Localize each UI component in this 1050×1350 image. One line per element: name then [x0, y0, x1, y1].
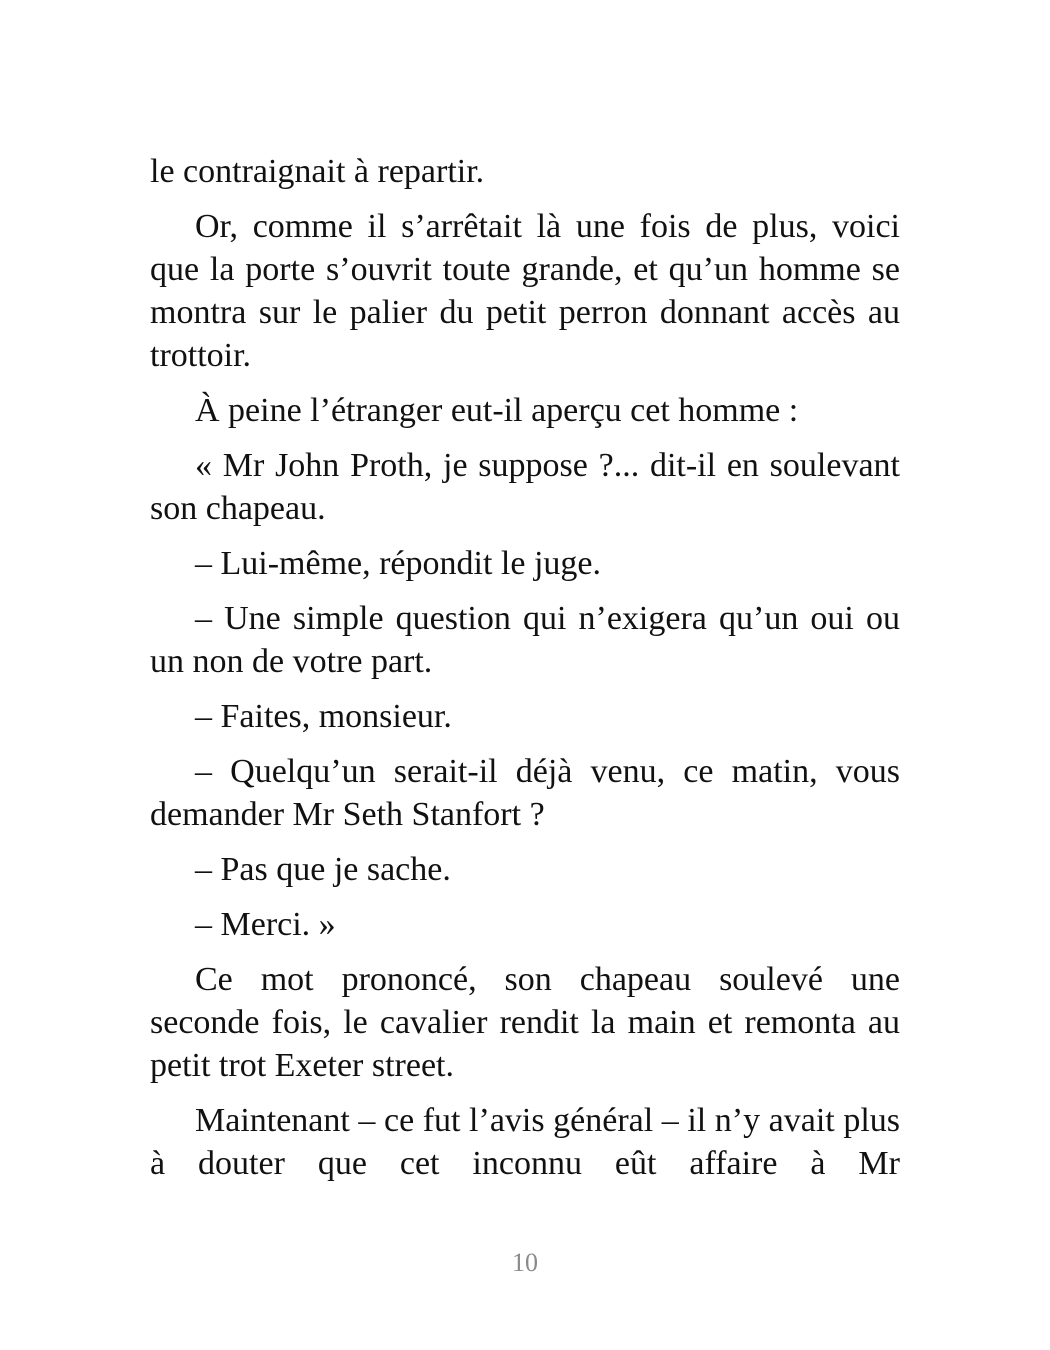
- dialogue-line: – Une simple question qui n’exigera qu’un oui ou un non de votre part.: [150, 600, 900, 680]
- dialogue-line: – Quelqu’un serait-il déjà venu, ce matin, vous demander Mr Seth Stanfort ?: [150, 753, 900, 833]
- dialogue-line: – Merci. »: [195, 906, 336, 943]
- dialogue-line: – Pas que je sache.: [195, 851, 451, 888]
- paragraph-continues-next-page: Maintenant – ce fut l’avis général – il n’y avait plus à douter que cet inconnu eût affaire à Mr: [150, 1102, 900, 1182]
- dialogue-line: – Lui-même, répondit le juge.: [195, 545, 601, 582]
- page-number: 10: [512, 1248, 538, 1277]
- paragraph-continuation: le contraignait à repartir.: [150, 153, 485, 190]
- dialogue-line: – Faites, monsieur.: [195, 698, 452, 735]
- paragraph: À peine l’étranger eut-il aperçu cet homme :: [195, 392, 799, 429]
- page-body: [150, 150, 900, 1197]
- paragraph: Ce mot prononcé, son chapeau soulevé une seconde fois, le cavalier rendit la main et remonta au petit trot Exeter street.: [150, 961, 900, 1084]
- dialogue-line: « Mr John Proth, je suppose ?... dit-il en soulevant son chapeau.: [150, 447, 900, 527]
- paragraph: Or, comme il s’arrêtait là une fois de plus, voici que la porte s’ouvrit toute grande, et qu’un homme se montra sur le palier du petit perron donnant accès au trottoir.: [150, 208, 900, 374]
